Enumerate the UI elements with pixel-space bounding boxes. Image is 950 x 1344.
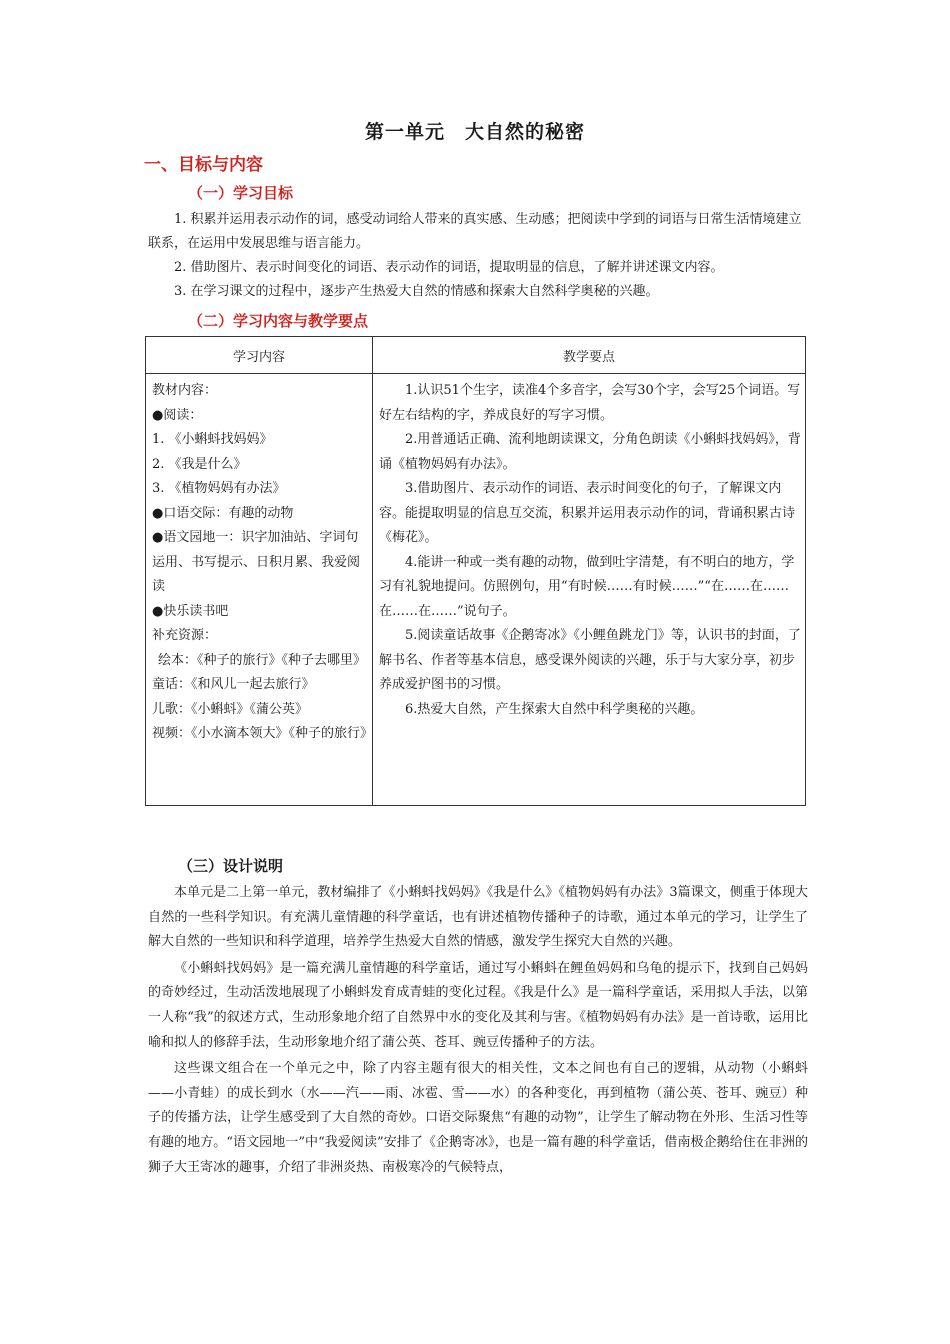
paragraph: 这些课文组合在一个单元之中，除了内容主题有很大的相关性，文本之间也有自己的逻辑，从动物（小蝌蚪——小青蛙）的成长到水（水——汽——雨、冰雹、雪——水）的各种变化，再到植物（蒲公英、苍耳、豌豆）种子的传播方法，让学生感受到了大自然的奇妙。口语交际聚焦“有趣的动物”，让学生了解动物在外形、生活习性等有趣的地方。“语文园地一”中“我爱阅读”安排了《企鹅寄冰》，也是一篇有趣的科学童话，借南极企鹅给住在非洲的狮子大王寄冰的趣事，介绍了非洲炎热、南极寒冷的气候特点， (148, 1061, 808, 1175)
list-item: 儿歌：《小蝌蚪》《蒲公英》 (152, 701, 309, 717)
goal-item: 1. 积累并运用表示动作的词，感受动词给人带来的真实感、生动感；把阅读中学到的词语与日常生活情境建立联系，在运用中发展思维与语言能力。 (148, 212, 802, 251)
list-item: 童话：《和风儿一起去旅行》 (152, 677, 315, 692)
goals-list (148, 208, 808, 304)
key-points-cell (373, 374, 806, 806)
list-item: ●阅读： (152, 407, 203, 423)
table-header-key-points: 教学要点 (373, 337, 806, 374)
goal-item: 2. 借助图片、表示时间变化的词语、表示动作的词语，提取明显的信息，了解并讲述课文内容。 (174, 260, 724, 275)
subheading-content-key-points: （二）学习内容与教学要点 (188, 312, 369, 330)
key-point-item: 4.能讲一种或一类有趣的动物，做到吐字清楚，有不明白的地方，学习有礼貌地提问。仿照例句，用“有时候……有时候……”“在……在……在……在……”说句子。 (379, 554, 795, 619)
list-item: 视频：《小水滴本领大》《种子的旅行》 (152, 726, 374, 741)
list-item: ●口语交际：有趣的动物 (152, 505, 294, 521)
design-notes (148, 881, 808, 1182)
list-item: 1. 《小蝌蚪找妈妈》 (152, 432, 273, 447)
list-item: ●快乐读书吧 (152, 603, 229, 619)
key-point-item: 1.认识51个生字，读准4个多音字，会写30个字，会写25个词语。写好左右结构的字，养成良好的写字习惯。 (379, 383, 801, 423)
key-point-item: 5.阅读童话故事《企鹅寄冰》《小鲤鱼跳龙门》等，认识书的封面，了解书名、作者等基本信息，感受课外阅读的兴趣，乐于与大家分享，初步养成爱护图书的习惯。 (379, 628, 801, 692)
learning-content-cell (146, 374, 373, 806)
list-item: 补充资源： (152, 628, 218, 643)
table-header-row (146, 337, 806, 374)
subheading-design-notes: （三）设计说明 (178, 857, 284, 875)
subheading-learning-goals: （一）学习目标 (188, 184, 294, 202)
paragraph: 《小蝌蚪找妈妈》是一篇充满儿童情趣的科学童话，通过写小蝌蚪在鲤鱼妈妈和乌龟的提示下，找到自己妈妈的奇妙经过，生动活泼地展现了小蝌蚪发育成青蛙的变化过程。《我是什么》是一篇科学童话，采用拟人手法，以第一人称“我”的叙述方式，生动形象地介绍了自然界中水的变化及其利与害。《植物妈妈有办法》是一首诗歌，运用比喻和拟人的修辞手法，生动形象地介绍了蒲公英、苍耳、豌豆传播种子的方法。 (148, 960, 808, 1050)
key-point-item: 3.借助图片、表示动作的词语、表示时间变化的句子，了解课文内容。能提取明显的信息互交流，积累并运用表示动作的词，背诵积累古诗《梅花》。 (379, 481, 796, 545)
list-item: ●语文园地一：识字加油站、字词句运用、书写提示、日积月累、我爱阅读 (152, 530, 361, 594)
key-point-item: 6.热爱大自然，产生探索大自然中科学奥秘的兴趣。 (405, 701, 704, 717)
key-point-item: 2.用普通话正确、流利地朗读课文，分角色朗读《小蝌蚪找妈妈》，背诵《植物妈妈有办法》。 (379, 432, 801, 472)
list-item: 绘本：《种子的旅行》《种子去哪里》 (158, 652, 367, 668)
list-item: 3. 《植物妈妈有办法》 (152, 481, 286, 496)
list-item: 2. 《我是什么》 (152, 456, 247, 472)
goal-item: 3. 在学习课文的过程中，逐步产生热爱大自然的情感和探索大自然科学奥秘的兴趣。 (174, 284, 659, 299)
table-row (146, 374, 806, 806)
paragraph: 本单元是二上第一单元，教材编排了《小蝌蚪找妈妈》《我是什么》《植物妈妈有办法》3篇课文，侧重于体现大自然的一些科学知识。有充满儿童情趣的科学童话，也有讲述植物传播种子的诗歌，通过本单元的学习，让学生了解大自然的一些知识和科学道理，培养学生热爱大自然的情感，激发学生探究大自然的兴趣。 (148, 885, 808, 950)
page-title: 第一单元 大自然的秘密 (364, 121, 585, 143)
list-item: 教材内容： (152, 383, 218, 398)
table-header-content: 学习内容 (146, 337, 373, 374)
content-table (145, 336, 806, 806)
section-heading-goals-content: 一、目标与内容 (144, 155, 263, 175)
